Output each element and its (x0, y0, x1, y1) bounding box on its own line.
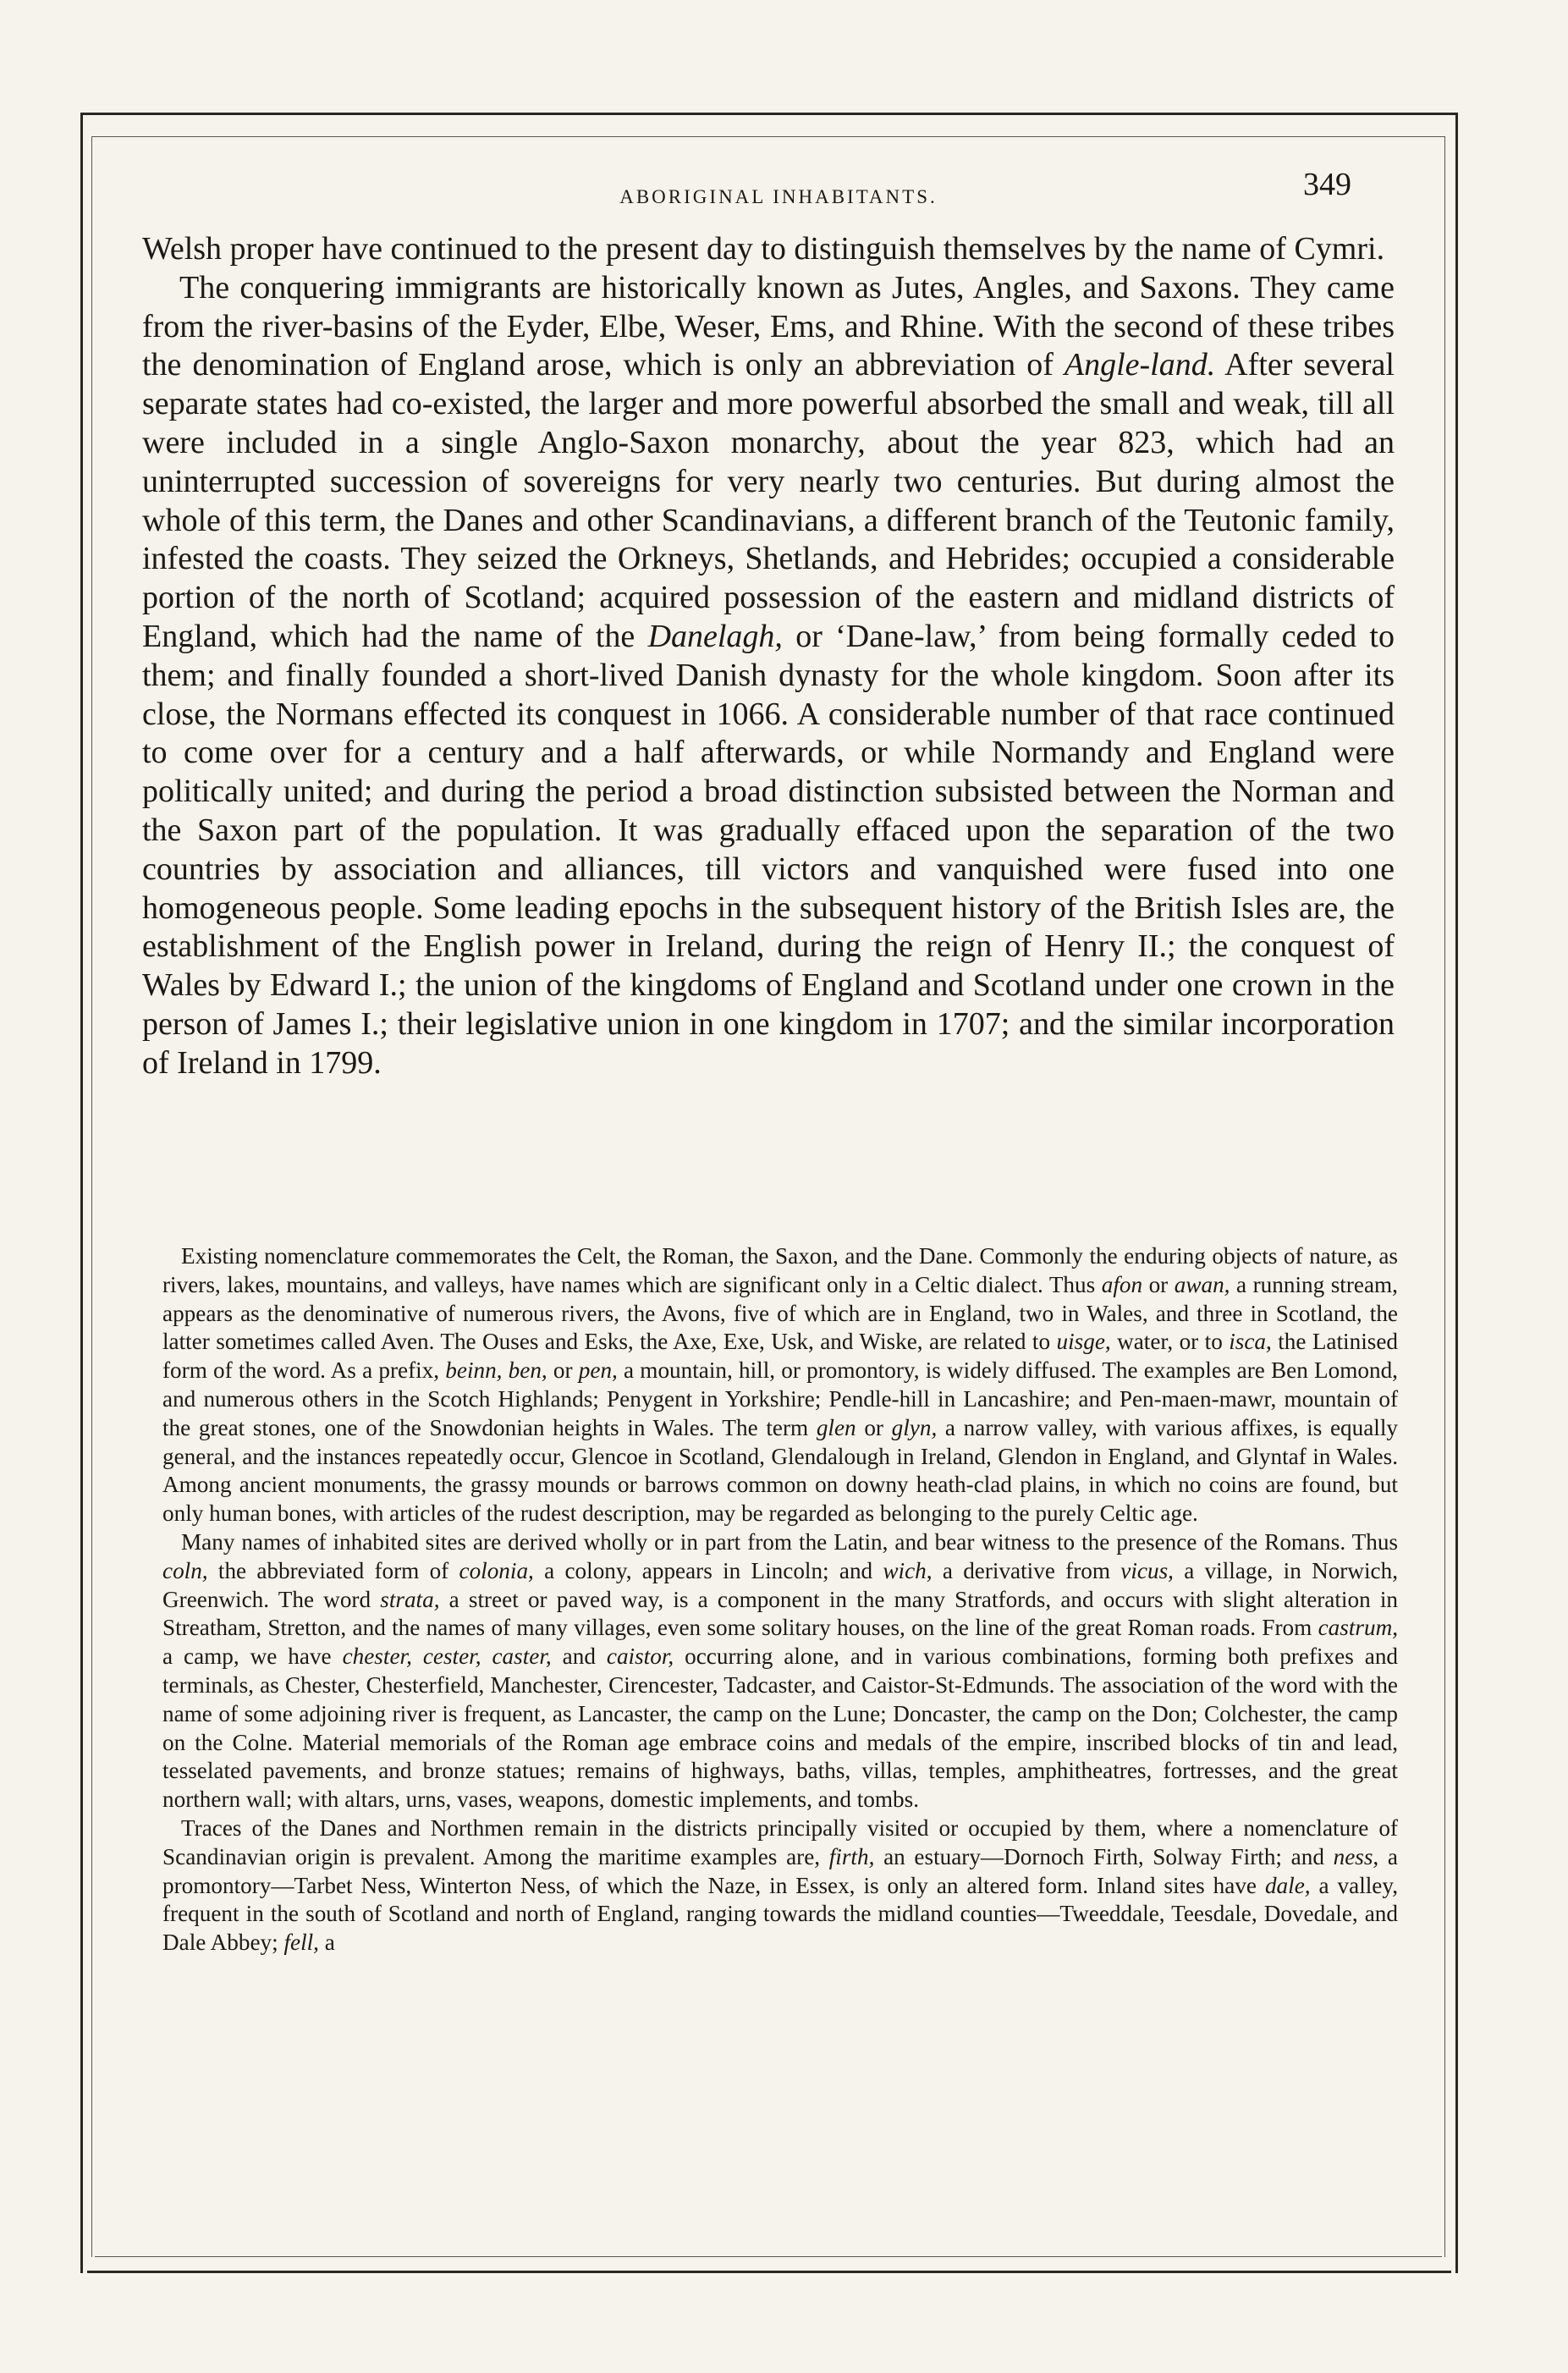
footnotes (162, 1242, 1398, 1957)
note-roman-nomenclature: Many names of inhabited sites are derived wholly or in part from the Latin, and bear witness to the presence of the Romans. Thus coln, the abbreviated form of colonia, a colony, appears in Lincoln; and wich, a derivative from vicus, a village, in Norwich, Greenwich. The word strata, a street or paved way, is a component in the many Stratfords, and occurs with slight alteration in Streatham, Stretton, and the names of many villages, even some solitary houses, on the line of the great Roman roads. From castrum, a camp, we have chester, cester, caster, and caistor, occurring alone, and in various combinations, forming both prefixes and terminals, as Chester, Chesterfield, Manchester, Cirencester, Tadcaster, and Caistor-St-Edmunds. The association of the word with the name of some adjoining river is frequent, as Lancaster, the camp on the Lune; Doncaster, the camp on the Don; Colchester, the camp on the Colne. Material memorials of the Roman age embrace coins and medals of the empire, inscribed blocks of tin and lead, tesselated pavements, and bronze statues; remains of highways, baths, villas, temples, amphitheatres, fortresses, and the great northern wall; with altars, urns, vases, weapons, domestic implements, and tombs. (162, 1528, 1399, 1813)
frame-rule-left (80, 113, 83, 2273)
page-number: 349 (1303, 167, 1351, 202)
main-text (142, 230, 1395, 1083)
running-head: ABORIGINAL INHABITANTS. (619, 186, 938, 207)
frame-rule-left-inner (91, 136, 92, 2257)
frame-rule-bottom-inner (95, 2256, 1442, 2257)
frame-rule-top (80, 113, 1458, 115)
note-celtic-nomenclature: Existing nomenclature commemorates the Celt, the Roman, the Saxon, and the Dane. Commonly the enduring objects of nature, as rivers, lakes, mountains, and valleys, have names which are significant only in a Celtic dialect. Thus afon or awan, a running stream, appears as the denominative of numerous rivers, the Avons, five of which are in England, two in Wales, and three in Scotland, the latter sometimes called Aven. The Ouses and Esks, the Axe, Exe, Usk, and Wiske, are related to uisge, water, or to isca, the Latinised form of the word. As a prefix, beinn, ben, or pen, a mountain, hill, or promontory, is widely diffused. The examples are Ben Lomond, and numerous others in the Scotch Highlands; Penygent in Yorkshire; Pendle-hill in Lancashire; and Pen-maen-mawr, mountain of the great stones, one of the Snowdonian heights in Wales. The term glen or glyn, a narrow valley, with various affixes, is equally general, and the instances repeatedly occur, Glencoe in Scotland, Glendalough in Ireland, Glendon in England, and Glyntaf in Wales. Among ancient monuments, the grassy mounds or barrows common on downy heath-clad plains, in which no coins are found, but only human bones, with articles of the rudest description, may be regarded as belonging to the purely Celtic age. (162, 1243, 1398, 1527)
frame-rule-top-inner (91, 136, 1445, 137)
frame-rule-right-inner (1444, 136, 1445, 2257)
paragraph-continuation: Welsh proper have continued to the present day to distinguish themselves by the name of Cymri. (142, 231, 1385, 267)
frame-rule-right (1455, 113, 1458, 2273)
note-danish-nomenclature: Traces of the Danes and Northmen remain in the districts principally visited or occupied by them, where a nomenclature of Scandinavian origin is prevalent. Among the maritime examples are, firth, an estuary—Dornoch Firth, Solway Firth; and ness, a promontory—Tarbet Ness, Winterton Ness, of which the Naze, in Essex, is only an altered form. Inland sites have dale, a valley, frequent in the south of Scotland and north of England, ranging towards the midland counties—Tweeddale, Teesdale, Dovedale, and Dale Abbey; fell, a (162, 1814, 1399, 1956)
paragraph-conquering-immigrants: The conquering immigrants are historically known as Jutes, Angles, and Saxons. They came from the river-basins of the Eyder, Elbe, Weser, Ems, and Rhine. With the second of these tribes the denomination of England arose, which is only an abbreviation of Angle-land. After several separate states had co-existed, the larger and more powerful absorbed the small and weak, till all were included in a single Anglo-Saxon monarchy, about the year 823, which had an uninterrupted succession of sovereigns for very nearly two centuries. But during almost the whole of this term, the Danes and other Scandinavians, a different branch of the Teutonic family, infested the coasts. They seized the Orkneys, Shetlands, and Hebrides; occupied a considerable portion of the north of Scotland; acquired possession of the eastern and midland districts of England, which had the name of the Danelagh, or ‘Dane-law,’ from being formally ceded to them; and finally founded a short-lived Danish dynasty for the whole kingdom. Soon after its close, the Normans effected its conquest in 1066. A considerable number of that race continued to come over for a century and a half afterwards, or while Normandy and England were politically united; and during the period a broad distinction subsisted between the Norman and the Saxon part of the population. It was gradually effaced upon the separation of the two countries by association and alliances, till victors and vanquished were fused into one homogeneous people. Some leading epochs in the subsequent history of the British Isles are, the establishment of the English power in Ireland, during the reign of Henry II.; the conquest of Wales by Edward I.; the union of the kingdoms of England and Scotland under one crown in the person of James I.; their legislative union in one kingdom in 1707; and the similar incorporation of Ireland in 1799. (142, 269, 1395, 1081)
frame-rule-bottom (87, 2271, 1451, 2273)
